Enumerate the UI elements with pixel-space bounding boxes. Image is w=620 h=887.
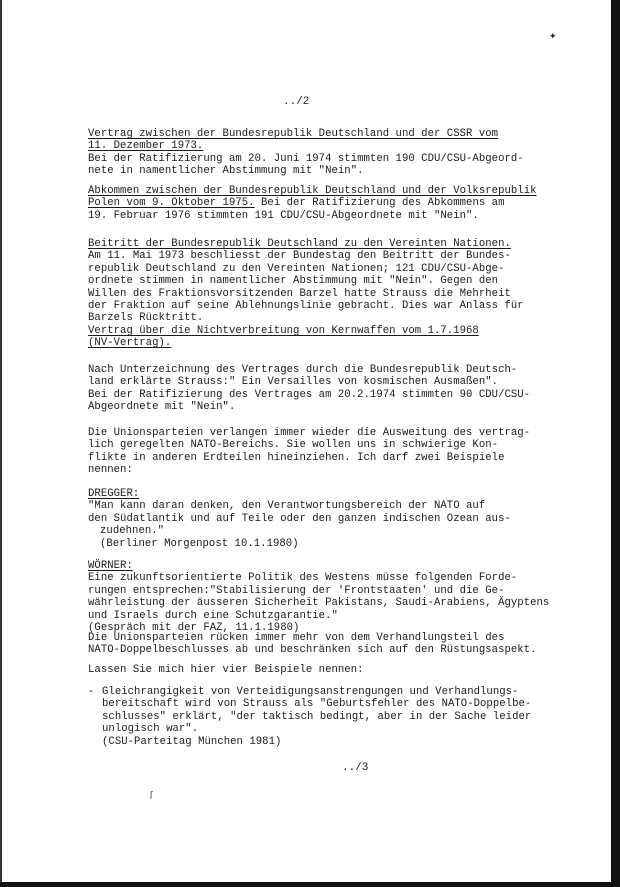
list-item-line: bereitschaft wird von Strauss als "Geburtsfehler des NATO-Doppelbe- xyxy=(102,698,532,711)
body-line: Bei der Ratifizierung des Abkommens am xyxy=(254,197,505,210)
body-line: Barzels Rücktritt. xyxy=(88,312,204,325)
body-line: Bei der Ratifizierung am 20. Juni 1974 stimmten 190 CDU/CSU-Abgeord- xyxy=(88,152,524,165)
quote-speaker: WÖRNER: xyxy=(88,560,133,572)
quote-line: den Südatlantik und auf Teile oder den ganzen indischen Ozean aus- xyxy=(88,512,511,525)
body-line: flikte in anderen Erdteilen hineinziehen. Ich darf zwei Beispiele xyxy=(88,451,505,464)
paragraph-nato-area xyxy=(88,427,593,477)
quote-line: rungen entsprechen:"Stabilisierung der 'Frontstaaten' und die Ge- xyxy=(88,584,505,597)
body-line: 19. Februar 1976 stimmten 191 CDU/CSU-Abgeordnete mit "Nein". xyxy=(88,209,479,222)
scan-speck: ʃ xyxy=(150,790,153,799)
body-line: der Fraktion auf seine Ablehnungslinie gebracht. Dies war Anlass für xyxy=(88,299,524,312)
section-cssr-treaty xyxy=(88,128,593,178)
quote-dregger xyxy=(88,488,593,550)
list-item-line: unlogisch war". xyxy=(102,723,199,736)
body-line: Lassen Sie mich hier vier Beispiele nennen: xyxy=(88,664,364,676)
section-heading: 11. Dezember 1973. xyxy=(88,140,204,153)
body-line: NATO-Doppelbeschlusses ab und beschränken sich auf den Rüstungsaspekt. xyxy=(88,644,537,657)
body-line: nete in namentlicher Abstimmung mit "Nein". xyxy=(88,165,364,178)
body-line: Die Unionsparteien rücken immer mehr von dem Verhandlungsteil des xyxy=(88,632,505,644)
quote-line: und Israels durch eine Schutzgarantie." xyxy=(88,609,338,622)
section-heading: Beitritt der Bundesrepublik Deutschland zu den Vereinten Nationen. xyxy=(88,238,511,250)
scan-edge-left xyxy=(0,0,2,887)
scan-edge-bottom xyxy=(0,882,620,887)
body-line: Nach Unterzeichnung des Vertrages durch die Bundesrepublik Deutsch- xyxy=(88,364,518,376)
section-heading: Vertrag zwischen der Bundesrepublik Deutschland und der CSSR vom xyxy=(88,128,499,140)
body-line: lich geregelten NATO-Bereichs. Sie wollen uns in schwierige Kon- xyxy=(88,439,499,452)
body-line: Abgeordnete mit "Nein". xyxy=(88,401,236,414)
quote-line: währleistung der äusseren Sicherheit Pakistans, Saudi-Arabiens, Ägyptens xyxy=(88,597,550,610)
quote-line: "Man kann daran denken, den Verantwortungsbereich der NATO auf xyxy=(88,500,486,513)
list-item xyxy=(102,686,531,748)
body-line: republik Deutschland zu den Vereinten Nationen; 121 CDU/CSU-Abge- xyxy=(88,262,505,275)
section-heading: Polen vom 9. Oktober 1975. xyxy=(88,197,255,210)
scan-edge-right xyxy=(611,0,620,887)
body-line: ordnete stimmen in namentlicher Abstimmung mit "Nein". Gegen den xyxy=(88,275,499,288)
section-un-accession xyxy=(88,238,593,325)
quote-speaker: DREGGER: xyxy=(88,488,140,500)
page-marker-bottom: ../3 xyxy=(342,762,369,774)
paragraph-examples-intro xyxy=(88,664,593,676)
quote-source: (Gespräch mit der FAZ, 11.1.1980) xyxy=(88,621,300,634)
section-heading: Abkommen zwischen der Bundesrepublik Deutschland und der Volksrepublik xyxy=(88,185,537,197)
body-line: nennen: xyxy=(88,464,133,477)
body-line: land erklärte Strauss:" Ein Versailles von kosmischen Ausmaßen". xyxy=(88,376,499,389)
quote-line: Eine zukunftsorientierte Politik des Westens müsse folgenden Forde- xyxy=(88,572,518,585)
section-npt-body xyxy=(88,364,593,414)
list-bullet: - xyxy=(88,686,95,698)
body-line: Am 11. Mai 1973 beschliesst der Bundestag den Beitritt der Bundes- xyxy=(88,250,511,263)
section-heading: (NV-Vertrag). xyxy=(88,337,172,350)
body-line: Bei der Ratifizierung des Vertrages am 20.2.1974 stimmten 90 CDU/CSU- xyxy=(88,388,531,401)
section-heading: Vertrag über die Nichtverbreitung von Kernwaffen vom 1.7.1968 xyxy=(88,325,479,337)
list-item-line: Gleichrangigkeit von Verteidigungsanstrengungen und Verhandlungs- xyxy=(102,686,519,698)
list-item-line: schlusses" erklärt, "der taktisch bedingt, aber in der Sache leider xyxy=(102,710,532,723)
section-poland-agreement xyxy=(88,185,593,222)
body-line: Die Unionsparteien verlangen immer wieder die Ausweitung des vertrag- xyxy=(88,427,531,439)
list-item-source: (CSU-Parteitag München 1981) xyxy=(102,735,282,748)
quote-line: zudehnen." xyxy=(100,525,165,538)
scan-speck: ✦ xyxy=(549,32,557,42)
quote-woerner xyxy=(88,560,593,634)
page-marker-top: ../2 xyxy=(283,96,310,108)
body-line: Willen des Fraktionsvorsitzenden Barzel hatte Strauss die Mehrheit xyxy=(88,287,511,300)
quote-source: (Berliner Morgenpost 10.1.1980) xyxy=(100,537,299,550)
section-npt xyxy=(88,325,593,350)
paragraph-double-track xyxy=(88,632,593,657)
